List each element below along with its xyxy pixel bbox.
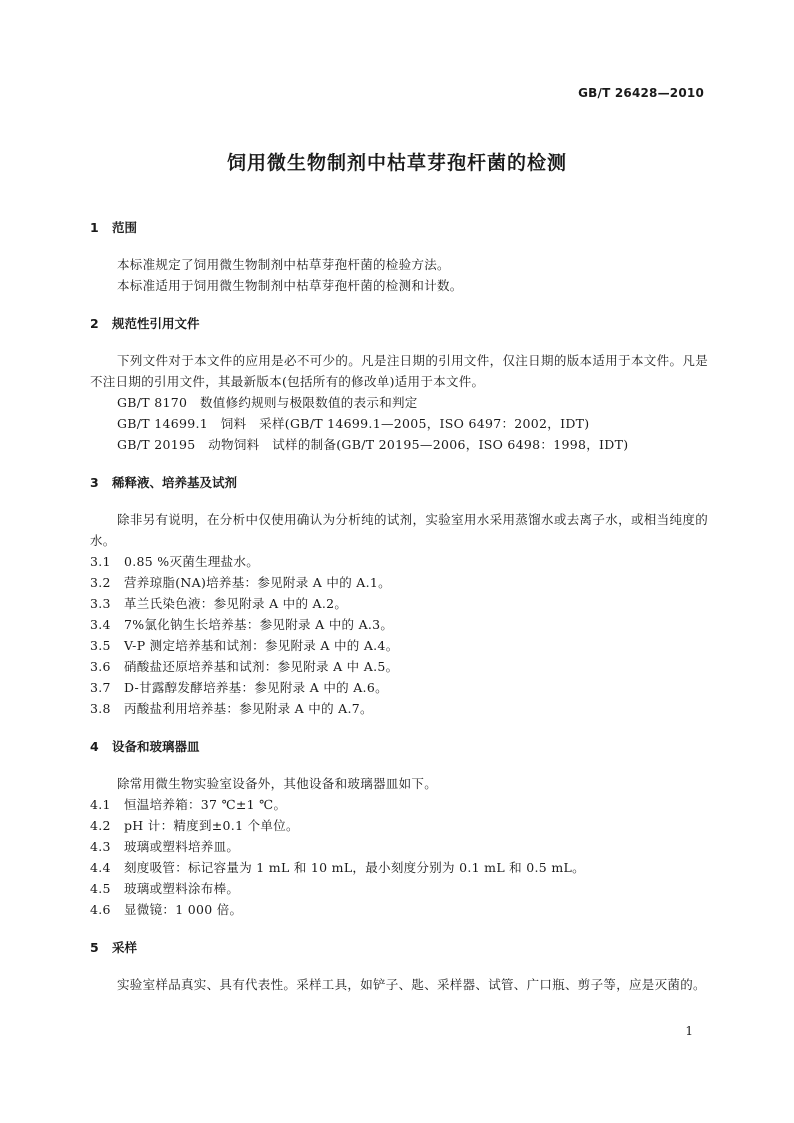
item-number: 3.8 xyxy=(90,701,111,716)
item-text: 革兰氏染色液：参见附录 A 中的 A.2。 xyxy=(124,596,348,611)
item-number: 3.4 xyxy=(90,617,111,632)
section-heading-apparatus xyxy=(90,737,708,757)
list-item xyxy=(90,815,708,836)
list-item xyxy=(90,551,708,572)
item-number: 3.6 xyxy=(90,659,111,674)
section-heading-sampling xyxy=(90,938,708,958)
standard-code: GB/T 26428—2010 xyxy=(578,86,704,100)
paragraph: 除常用微生物实验室设备外，其他设备和玻璃器皿如下。 xyxy=(117,776,438,791)
item-number: 4.4 xyxy=(90,860,111,875)
list-item xyxy=(90,677,708,698)
item-text: 0.85 %灭菌生理盐水。 xyxy=(124,554,260,569)
list-item xyxy=(90,836,708,857)
item-text: 玻璃或塑料涂布棒。 xyxy=(124,881,240,896)
item-number: 4.3 xyxy=(90,839,111,854)
section-heading-reagents xyxy=(90,473,708,493)
section-number: 4 xyxy=(90,739,99,754)
item-text: 丙酸盐利用培养基：参见附录 A 中的 A.7。 xyxy=(124,701,373,716)
list-item xyxy=(90,635,708,656)
list-item xyxy=(90,899,708,920)
list-item xyxy=(90,857,708,878)
item-text: pH 计：精度到±0.1 个单位。 xyxy=(124,818,299,833)
list-item xyxy=(90,593,708,614)
section-title: 设备和玻璃器皿 xyxy=(112,739,200,754)
list-item xyxy=(90,698,708,719)
list-item xyxy=(90,878,708,899)
reference-item: GB/T 14699.1 饲料 采样(GB/T 14699.1—2005，ISO 6497：2002，IDT) xyxy=(117,416,590,431)
paragraph: 下列文件对于本文件的应用是必不可少的。凡是注日期的引用文件，仅注日期的版本适用于本文件。凡是不注日期的引用文件，其最新版本(包括所有的修改单)适用于本文件。 xyxy=(90,353,708,389)
section-heading-scope xyxy=(90,218,708,238)
reference-item: GB/T 8170 数值修约规则与极限数值的表示和判定 xyxy=(117,395,418,410)
item-number: 3.1 xyxy=(90,554,111,569)
paragraph: 本标准适用于饲用微生物制剂中枯草芽孢杆菌的检测和计数。 xyxy=(117,278,463,293)
section-heading-normative-references xyxy=(90,314,708,334)
item-number: 4.1 xyxy=(90,797,111,812)
section-title: 采样 xyxy=(112,940,138,955)
item-text: D-甘露醇发酵培养基：参见附录 A 中的 A.6。 xyxy=(124,680,388,695)
section-title: 范围 xyxy=(112,220,138,235)
section-number: 3 xyxy=(90,475,99,490)
section-title: 稀释液、培养基及试剂 xyxy=(112,475,238,490)
section-number: 1 xyxy=(90,220,99,235)
list-item xyxy=(90,794,708,815)
reference-item: GB/T 20195 动物饲料 试样的制备(GB/T 20195—2006，ISO 6498：1998，IDT) xyxy=(117,437,629,452)
item-number: 3.7 xyxy=(90,680,111,695)
section-number: 5 xyxy=(90,940,99,955)
item-text: 显微镜：1 000 倍。 xyxy=(124,902,243,917)
section-number: 2 xyxy=(90,316,99,331)
item-number: 3.2 xyxy=(90,575,111,590)
item-text: 7%氯化钠生长培养基：参见附录 A 中的 A.3。 xyxy=(124,617,394,632)
item-text: 刻度吸管：标记容量为 1 mL 和 10 mL，最小刻度分别为 0.1 mL 和 0.5 mL。 xyxy=(124,860,585,875)
item-number: 4.5 xyxy=(90,881,111,896)
item-number: 4.2 xyxy=(90,818,111,833)
paragraph: 实验室样品真实、具有代表性。采样工具，如铲子、匙、采样器、试管、广口瓶、剪子等，应是灭菌的。 xyxy=(117,977,706,992)
item-number: 3.3 xyxy=(90,596,111,611)
page-number: 1 xyxy=(685,1024,693,1038)
section-title: 规范性引用文件 xyxy=(112,316,200,331)
item-text: 营养琼脂(NA)培养基：参见附录 A 中的 A.1。 xyxy=(124,575,391,590)
item-text: 玻璃或塑料培养皿。 xyxy=(124,839,240,854)
document-body xyxy=(90,218,708,995)
item-text: 恒温培养箱：37 ℃±1 ℃。 xyxy=(124,797,287,812)
document-title: 饲用微生物制剂中枯草芽孢杆菌的检测 xyxy=(226,152,567,174)
list-item xyxy=(90,572,708,593)
item-text: V-P 测定培养基和试剂：参见附录 A 中的 A.4。 xyxy=(124,638,399,653)
list-item xyxy=(90,656,708,677)
item-number: 3.5 xyxy=(90,638,111,653)
paragraph: 本标准规定了饲用微生物制剂中枯草芽孢杆菌的检验方法。 xyxy=(117,257,450,272)
item-text: 硝酸盐还原培养基和试剂：参见附录 A 中 A.5。 xyxy=(124,659,399,674)
list-item xyxy=(90,614,708,635)
paragraph: 除非另有说明，在分析中仅使用确认为分析纯的试剂，实验室用水采用蒸馏水或去离子水，或相当纯度的水。 xyxy=(90,512,708,548)
item-number: 4.6 xyxy=(90,902,111,917)
